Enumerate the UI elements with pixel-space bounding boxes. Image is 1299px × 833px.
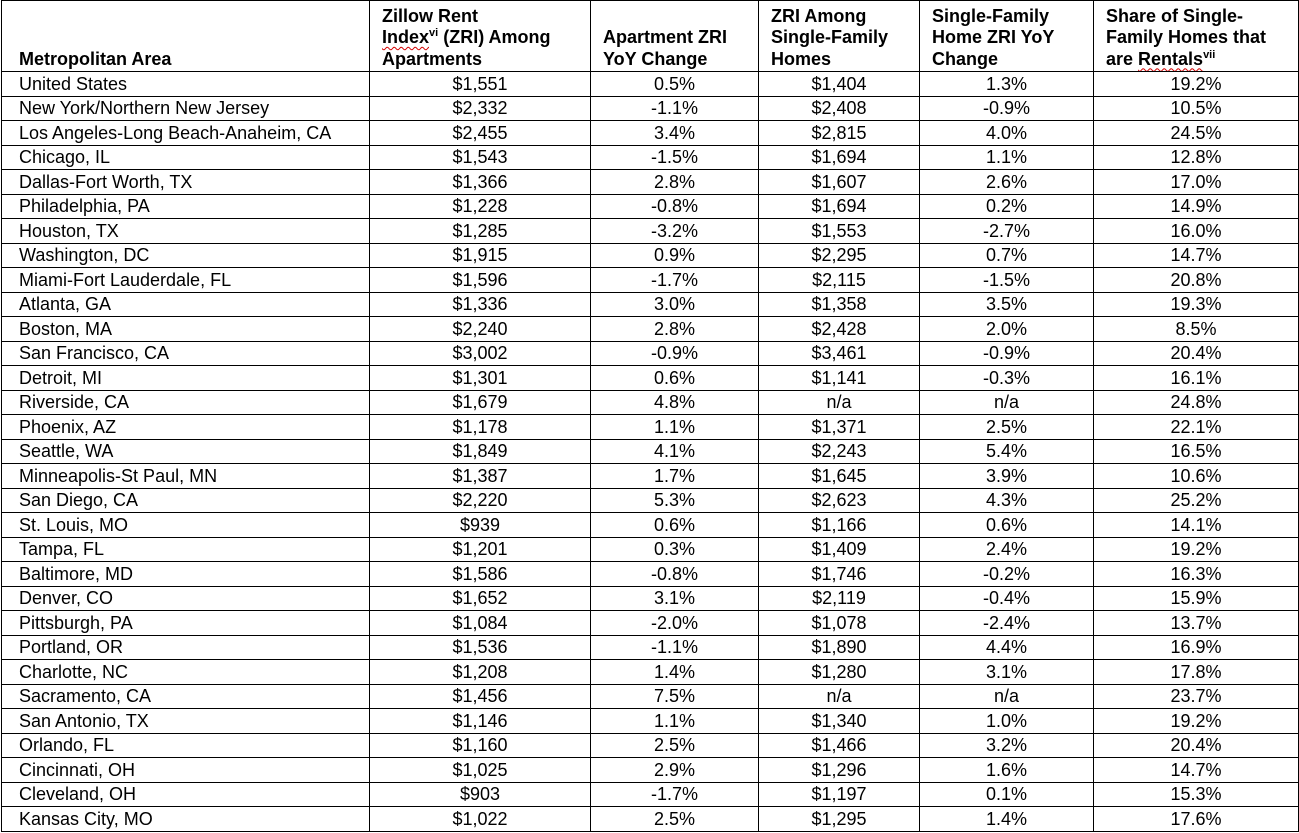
cell-single-family-yoy: 0.1% <box>920 782 1094 807</box>
header-area-label: Metropolitan Area <box>19 48 172 69</box>
cell-apartment-zri: $1,915 <box>370 243 591 268</box>
cell-single-family-zri: $1,371 <box>759 415 920 440</box>
table-row <box>2 439 1299 464</box>
cell-single-family-yoy: -0.9% <box>920 341 1094 366</box>
cell-metropolitan-area: Atlanta, GA <box>2 292 370 317</box>
cell-metropolitan-area: San Diego, CA <box>2 488 370 513</box>
cell-apartment-yoy: 5.3% <box>591 488 759 513</box>
cell-single-family-zri: $1,694 <box>759 145 920 170</box>
cell-single-family-yoy: -0.9% <box>920 96 1094 121</box>
header-single-family-yoy <box>920 1 1094 72</box>
cell-share-rentals: 17.0% <box>1094 170 1299 195</box>
cell-apartment-yoy: 0.9% <box>591 243 759 268</box>
cell-apartment-zri: $2,220 <box>370 488 591 513</box>
cell-metropolitan-area: Minneapolis-St Paul, MN <box>2 464 370 489</box>
cell-apartment-zri: $2,240 <box>370 317 591 342</box>
cell-metropolitan-area: Baltimore, MD <box>2 562 370 587</box>
cell-single-family-zri: $1,296 <box>759 758 920 783</box>
cell-apartment-zri: $1,586 <box>370 562 591 587</box>
header-row <box>2 1 1299 72</box>
cell-apartment-zri: $1,025 <box>370 758 591 783</box>
cell-apartment-yoy: 4.8% <box>591 390 759 415</box>
cell-share-rentals: 19.2% <box>1094 537 1299 562</box>
cell-share-rentals: 25.2% <box>1094 488 1299 513</box>
cell-apartment-zri: $1,084 <box>370 611 591 636</box>
cell-apartment-yoy: 2.8% <box>591 170 759 195</box>
cell-share-rentals: 17.8% <box>1094 660 1299 685</box>
table-row <box>2 390 1299 415</box>
cell-metropolitan-area: Los Angeles-Long Beach-Anaheim, CA <box>2 121 370 146</box>
cell-metropolitan-area: Chicago, IL <box>2 145 370 170</box>
cell-apartment-yoy: 3.4% <box>591 121 759 146</box>
cell-apartment-zri: $3,002 <box>370 341 591 366</box>
table-row <box>2 292 1299 317</box>
table-row <box>2 684 1299 709</box>
cell-single-family-yoy: 3.9% <box>920 464 1094 489</box>
cell-metropolitan-area: Seattle, WA <box>2 439 370 464</box>
header-apt-zri-rest: (ZRI) Among Apartments <box>382 27 551 69</box>
cell-share-rentals: 16.9% <box>1094 635 1299 660</box>
table-row <box>2 537 1299 562</box>
cell-apartment-yoy: -1.1% <box>591 96 759 121</box>
cell-apartment-yoy: 2.5% <box>591 807 759 832</box>
cell-single-family-yoy: 4.0% <box>920 121 1094 146</box>
cell-single-family-zri: $1,141 <box>759 366 920 391</box>
table-row <box>2 243 1299 268</box>
cell-apartment-zri: $1,551 <box>370 72 591 97</box>
cell-single-family-yoy: n/a <box>920 684 1094 709</box>
cell-metropolitan-area: Denver, CO <box>2 586 370 611</box>
cell-single-family-yoy: 2.5% <box>920 415 1094 440</box>
cell-share-rentals: 24.8% <box>1094 390 1299 415</box>
header-apt-zri-line1: Zillow Rent <box>382 5 478 26</box>
cell-apartment-zri: $1,285 <box>370 219 591 244</box>
cell-apartment-zri: $1,596 <box>370 268 591 293</box>
cell-single-family-zri: n/a <box>759 684 920 709</box>
cell-share-rentals: 14.7% <box>1094 758 1299 783</box>
cell-apartment-zri: $1,536 <box>370 635 591 660</box>
cell-metropolitan-area: San Antonio, TX <box>2 709 370 734</box>
table-row <box>2 782 1299 807</box>
table-row <box>2 341 1299 366</box>
cell-apartment-zri: $1,366 <box>370 170 591 195</box>
cell-apartment-zri: $1,228 <box>370 194 591 219</box>
cell-apartment-yoy: -1.5% <box>591 145 759 170</box>
table-row <box>2 807 1299 832</box>
cell-single-family-yoy: 0.7% <box>920 243 1094 268</box>
cell-apartment-yoy: -1.7% <box>591 268 759 293</box>
cell-share-rentals: 19.2% <box>1094 709 1299 734</box>
cell-apartment-zri: $1,543 <box>370 145 591 170</box>
table-row <box>2 317 1299 342</box>
cell-apartment-yoy: -0.9% <box>591 341 759 366</box>
cell-apartment-zri: $1,160 <box>370 733 591 758</box>
cell-single-family-yoy: 3.1% <box>920 660 1094 685</box>
cell-share-rentals: 19.2% <box>1094 72 1299 97</box>
cell-metropolitan-area: Miami-Fort Lauderdale, FL <box>2 268 370 293</box>
cell-metropolitan-area: Dallas-Fort Worth, TX <box>2 170 370 195</box>
cell-single-family-yoy: 2.4% <box>920 537 1094 562</box>
table-row <box>2 145 1299 170</box>
cell-single-family-zri: $2,295 <box>759 243 920 268</box>
cell-apartment-zri: $1,387 <box>370 464 591 489</box>
cell-apartment-zri: $903 <box>370 782 591 807</box>
cell-single-family-zri: $2,119 <box>759 586 920 611</box>
table-row <box>2 170 1299 195</box>
cell-apartment-yoy: 1.1% <box>591 415 759 440</box>
cell-share-rentals: 17.6% <box>1094 807 1299 832</box>
header-sf-yoy-label: Single-Family Home ZRI YoY Change <box>932 5 1055 69</box>
cell-metropolitan-area: Tampa, FL <box>2 537 370 562</box>
cell-single-family-yoy: 2.0% <box>920 317 1094 342</box>
cell-share-rentals: 15.9% <box>1094 586 1299 611</box>
cell-metropolitan-area: Boston, MA <box>2 317 370 342</box>
header-apartment-zri <box>370 1 591 72</box>
cell-share-rentals: 23.7% <box>1094 684 1299 709</box>
cell-apartment-zri: $1,146 <box>370 709 591 734</box>
table-row <box>2 586 1299 611</box>
table-row <box>2 464 1299 489</box>
cell-apartment-zri: $939 <box>370 513 591 538</box>
cell-share-rentals: 10.6% <box>1094 464 1299 489</box>
footnote-vi: vi <box>429 27 439 39</box>
cell-apartment-zri: $1,208 <box>370 660 591 685</box>
cell-metropolitan-area: Orlando, FL <box>2 733 370 758</box>
cell-apartment-yoy: 1.1% <box>591 709 759 734</box>
cell-share-rentals: 15.3% <box>1094 782 1299 807</box>
cell-apartment-yoy: 1.4% <box>591 660 759 685</box>
cell-apartment-yoy: 7.5% <box>591 684 759 709</box>
cell-share-rentals: 8.5% <box>1094 317 1299 342</box>
header-sf-zri-label: ZRI Among Single-Family Homes <box>771 5 889 69</box>
cell-single-family-yoy: -2.7% <box>920 219 1094 244</box>
table-row <box>2 513 1299 538</box>
cell-apartment-yoy: 2.5% <box>591 733 759 758</box>
cell-metropolitan-area: Philadelphia, PA <box>2 194 370 219</box>
cell-single-family-yoy: -0.4% <box>920 586 1094 611</box>
cell-single-family-zri: $2,428 <box>759 317 920 342</box>
cell-metropolitan-area: Cleveland, OH <box>2 782 370 807</box>
cell-single-family-yoy: 0.2% <box>920 194 1094 219</box>
cell-single-family-zri: $1,404 <box>759 72 920 97</box>
cell-apartment-zri: $1,679 <box>370 390 591 415</box>
cell-share-rentals: 24.5% <box>1094 121 1299 146</box>
cell-single-family-yoy: 1.1% <box>920 145 1094 170</box>
cell-metropolitan-area: United States <box>2 72 370 97</box>
cell-single-family-yoy: -2.4% <box>920 611 1094 636</box>
cell-share-rentals: 16.3% <box>1094 562 1299 587</box>
cell-metropolitan-area: Portland, OR <box>2 635 370 660</box>
cell-single-family-zri: n/a <box>759 390 920 415</box>
table-row <box>2 733 1299 758</box>
cell-single-family-yoy: 1.0% <box>920 709 1094 734</box>
cell-single-family-zri: $2,815 <box>759 121 920 146</box>
cell-apartment-zri: $1,336 <box>370 292 591 317</box>
cell-single-family-zri: $2,408 <box>759 96 920 121</box>
cell-single-family-yoy: 3.5% <box>920 292 1094 317</box>
cell-metropolitan-area: Washington, DC <box>2 243 370 268</box>
cell-metropolitan-area: New York/Northern New Jersey <box>2 96 370 121</box>
cell-single-family-zri: $1,340 <box>759 709 920 734</box>
cell-apartment-yoy: -0.8% <box>591 562 759 587</box>
cell-share-rentals: 10.5% <box>1094 96 1299 121</box>
cell-single-family-zri: $1,409 <box>759 537 920 562</box>
cell-metropolitan-area: Houston, TX <box>2 219 370 244</box>
cell-apartment-yoy: -3.2% <box>591 219 759 244</box>
cell-share-rentals: 14.7% <box>1094 243 1299 268</box>
cell-single-family-yoy: 3.2% <box>920 733 1094 758</box>
footnote-vii: vii <box>1203 48 1216 61</box>
header-metropolitan-area <box>2 1 370 72</box>
cell-apartment-zri: $1,201 <box>370 537 591 562</box>
cell-share-rentals: 13.7% <box>1094 611 1299 636</box>
cell-apartment-yoy: -2.0% <box>591 611 759 636</box>
cell-single-family-zri: $1,078 <box>759 611 920 636</box>
table-row <box>2 415 1299 440</box>
header-share-main: Share of Single-Family Homes that are <box>1106 5 1267 69</box>
header-apt-zri-index: Index <box>382 27 430 47</box>
cell-apartment-zri: $2,455 <box>370 121 591 146</box>
cell-metropolitan-area: Charlotte, NC <box>2 660 370 685</box>
table-row <box>2 96 1299 121</box>
table-row <box>2 758 1299 783</box>
table-row <box>2 366 1299 391</box>
cell-share-rentals: 14.1% <box>1094 513 1299 538</box>
cell-single-family-zri: $1,746 <box>759 562 920 587</box>
cell-apartment-zri: $2,332 <box>370 96 591 121</box>
cell-metropolitan-area: Cincinnati, OH <box>2 758 370 783</box>
cell-single-family-zri: $1,607 <box>759 170 920 195</box>
table-body <box>2 72 1299 832</box>
cell-single-family-zri: $1,466 <box>759 733 920 758</box>
cell-metropolitan-area: Sacramento, CA <box>2 684 370 709</box>
cell-share-rentals: 19.3% <box>1094 292 1299 317</box>
cell-single-family-zri: $1,694 <box>759 194 920 219</box>
cell-single-family-yoy: 1.3% <box>920 72 1094 97</box>
cell-single-family-yoy: 1.4% <box>920 807 1094 832</box>
table-row <box>2 488 1299 513</box>
cell-share-rentals: 14.9% <box>1094 194 1299 219</box>
cell-apartment-yoy: -1.7% <box>591 782 759 807</box>
table-row <box>2 660 1299 685</box>
cell-single-family-zri: $1,166 <box>759 513 920 538</box>
cell-single-family-zri: $3,461 <box>759 341 920 366</box>
table-row <box>2 562 1299 587</box>
cell-single-family-zri: $2,243 <box>759 439 920 464</box>
cell-share-rentals: 20.4% <box>1094 733 1299 758</box>
cell-apartment-yoy: -0.8% <box>591 194 759 219</box>
cell-single-family-yoy: -0.3% <box>920 366 1094 391</box>
cell-single-family-zri: $1,280 <box>759 660 920 685</box>
header-apt-yoy-label: Apartment ZRI YoY Change <box>603 27 728 69</box>
table-header <box>2 1 1299 72</box>
cell-single-family-yoy: 1.6% <box>920 758 1094 783</box>
cell-single-family-yoy: n/a <box>920 390 1094 415</box>
cell-metropolitan-area: San Francisco, CA <box>2 341 370 366</box>
table-row <box>2 709 1299 734</box>
cell-single-family-zri: $1,197 <box>759 782 920 807</box>
cell-single-family-zri: $1,295 <box>759 807 920 832</box>
table-row <box>2 72 1299 97</box>
cell-apartment-yoy: 2.9% <box>591 758 759 783</box>
cell-apartment-zri: $1,456 <box>370 684 591 709</box>
cell-apartment-yoy: 3.0% <box>591 292 759 317</box>
cell-metropolitan-area: Riverside, CA <box>2 390 370 415</box>
table-row <box>2 268 1299 293</box>
cell-single-family-zri: $1,645 <box>759 464 920 489</box>
cell-metropolitan-area: Detroit, MI <box>2 366 370 391</box>
cell-share-rentals: 16.0% <box>1094 219 1299 244</box>
cell-apartment-yoy: 0.6% <box>591 513 759 538</box>
cell-share-rentals: 12.8% <box>1094 145 1299 170</box>
cell-single-family-zri: $2,115 <box>759 268 920 293</box>
cell-single-family-yoy: 5.4% <box>920 439 1094 464</box>
cell-single-family-zri: $2,623 <box>759 488 920 513</box>
cell-apartment-yoy: 1.7% <box>591 464 759 489</box>
header-apartment-yoy <box>591 1 759 72</box>
cell-apartment-yoy: 2.8% <box>591 317 759 342</box>
cell-apartment-yoy: 3.1% <box>591 586 759 611</box>
cell-metropolitan-area: Kansas City, MO <box>2 807 370 832</box>
cell-single-family-zri: $1,358 <box>759 292 920 317</box>
cell-apartment-yoy: 0.5% <box>591 72 759 97</box>
cell-single-family-yoy: -0.2% <box>920 562 1094 587</box>
cell-single-family-yoy: -1.5% <box>920 268 1094 293</box>
cell-share-rentals: 20.8% <box>1094 268 1299 293</box>
cell-single-family-yoy: 2.6% <box>920 170 1094 195</box>
cell-single-family-zri: $1,890 <box>759 635 920 660</box>
cell-single-family-yoy: 4.3% <box>920 488 1094 513</box>
cell-metropolitan-area: Phoenix, AZ <box>2 415 370 440</box>
cell-apartment-yoy: 0.3% <box>591 537 759 562</box>
table-row <box>2 635 1299 660</box>
cell-single-family-yoy: 0.6% <box>920 513 1094 538</box>
header-share-rentals <box>1094 1 1299 72</box>
cell-single-family-zri: $1,553 <box>759 219 920 244</box>
table-row <box>2 121 1299 146</box>
cell-share-rentals: 22.1% <box>1094 415 1299 440</box>
header-share-rentals-word: Rentals <box>1138 48 1204 69</box>
cell-apartment-zri: $1,022 <box>370 807 591 832</box>
header-single-family-zri <box>759 1 920 72</box>
cell-share-rentals: 16.1% <box>1094 366 1299 391</box>
cell-share-rentals: 16.5% <box>1094 439 1299 464</box>
cell-apartment-yoy: 0.6% <box>591 366 759 391</box>
cell-metropolitan-area: Pittsburgh, PA <box>2 611 370 636</box>
cell-apartment-yoy: -1.1% <box>591 635 759 660</box>
cell-metropolitan-area: St. Louis, MO <box>2 513 370 538</box>
cell-share-rentals: 20.4% <box>1094 341 1299 366</box>
cell-apartment-yoy: 4.1% <box>591 439 759 464</box>
table-row <box>2 194 1299 219</box>
table-row <box>2 611 1299 636</box>
table-row <box>2 219 1299 244</box>
cell-apartment-zri: $1,849 <box>370 439 591 464</box>
cell-apartment-zri: $1,301 <box>370 366 591 391</box>
cell-single-family-yoy: 4.4% <box>920 635 1094 660</box>
cell-apartment-zri: $1,652 <box>370 586 591 611</box>
zri-table <box>1 0 1299 832</box>
cell-apartment-zri: $1,178 <box>370 415 591 440</box>
